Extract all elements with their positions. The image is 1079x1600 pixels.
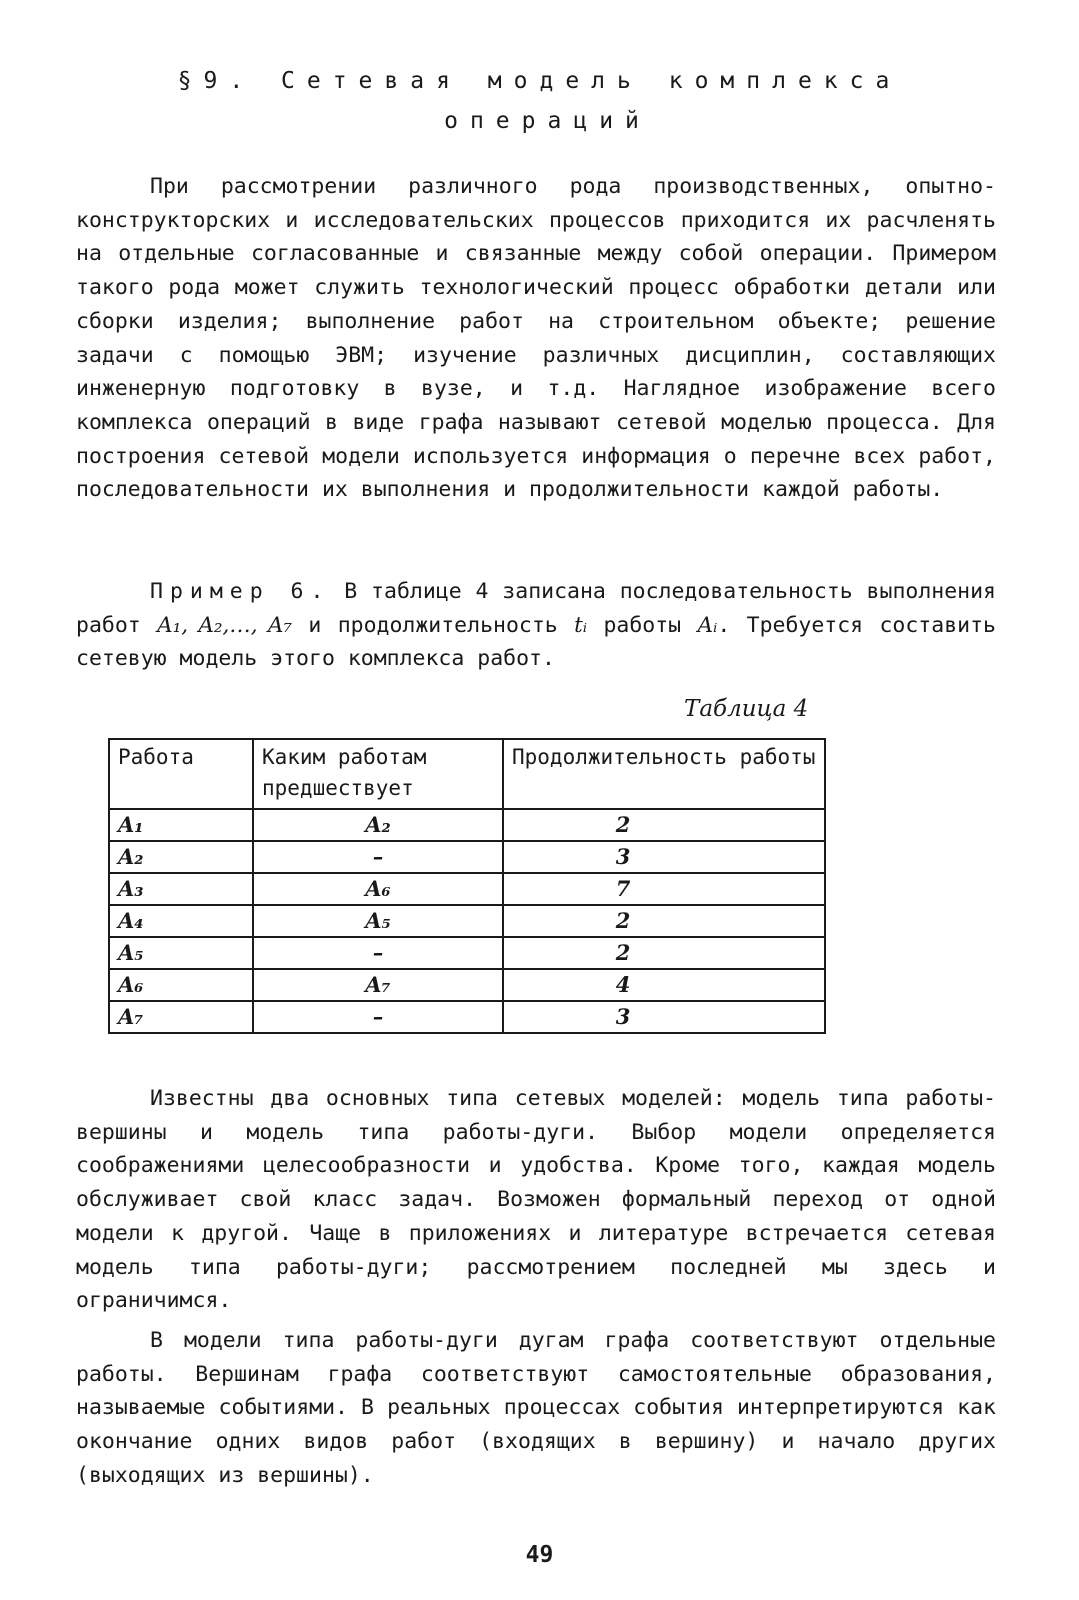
work-symbol: Aᵢ bbox=[697, 612, 718, 638]
cell-work: A₄ bbox=[109, 905, 253, 937]
cell-duration: 3 bbox=[503, 841, 825, 873]
table-caption: Таблица 4 bbox=[684, 696, 809, 722]
cell-work: A₆ bbox=[109, 969, 253, 1001]
cell-work: A₂ bbox=[109, 841, 253, 873]
section-heading-line2: операций bbox=[444, 108, 651, 134]
example-text-3: работы bbox=[603, 612, 682, 638]
cell-precedes: – bbox=[253, 1001, 503, 1033]
cell-precedes: – bbox=[253, 937, 503, 969]
cell-duration: 2 bbox=[503, 905, 825, 937]
cell-duration: 2 bbox=[503, 937, 825, 969]
table-row bbox=[109, 937, 825, 969]
example-text-4: . Требуется составить сетевую модель этого комплекса работ. bbox=[76, 612, 996, 672]
example-label: Пример 6. bbox=[150, 579, 331, 604]
cell-precedes: A₇ bbox=[253, 969, 503, 1001]
table-header-row bbox=[109, 739, 825, 809]
cell-work: A₅ bbox=[109, 937, 253, 969]
cell-duration: 7 bbox=[503, 873, 825, 905]
header-precedes: Каким работам предшествует bbox=[253, 739, 503, 809]
header-duration: Продолжительность работы bbox=[503, 739, 825, 809]
paragraph-example bbox=[76, 575, 996, 676]
cell-precedes: A₂ bbox=[253, 809, 503, 841]
cell-duration: 3 bbox=[503, 1001, 825, 1033]
section-heading-line1: §9. Сетевая модель комплекса bbox=[177, 68, 902, 94]
table-row bbox=[109, 841, 825, 873]
cell-work: A₁ bbox=[109, 809, 253, 841]
cell-precedes: A₅ bbox=[253, 905, 503, 937]
header-work: Работа bbox=[109, 739, 253, 809]
table-row bbox=[109, 969, 825, 1001]
cell-work: A₇ bbox=[109, 1001, 253, 1033]
paragraph-model-types: Известны два основных типа сетевых моделей: модель типа работы-вершины и модель типа работы-дуги. Выбор модели определяется соображениями целесообразности и удобства. Кроме того, каждая модель обслуживает свой класс задач. Возможен формальный переход от одной модели к другой. Чаще в приложениях и литературе встречается сетевая модель типа работы-дуги; рассмотрением последней мы здесь и ограничимся. bbox=[76, 1086, 996, 1314]
table-row bbox=[109, 1001, 825, 1033]
example-text-2: и продолжительность bbox=[308, 612, 558, 638]
paragraph-arc-model: В модели типа работы-дуги дугам графа соответствуют отдельные работы. Вершинам графа соответствуют самостоятельные образования, называемые событиями. В реальных процессах события интерпретируются как окончание одних видов работ (входящих в вершину) и начало других (выходящих из вершины). bbox=[76, 1328, 996, 1488]
cell-work: A₃ bbox=[109, 873, 253, 905]
cell-precedes: A₆ bbox=[253, 873, 503, 905]
cell-duration: 4 bbox=[503, 969, 825, 1001]
table-row bbox=[109, 905, 825, 937]
works-table bbox=[108, 738, 826, 1034]
works-list: A₁, A₂,…, A₇ bbox=[157, 612, 293, 638]
page-number: 49 bbox=[525, 1542, 554, 1568]
cell-precedes: – bbox=[253, 841, 503, 873]
paragraph-intro: При рассмотрении различного рода производственных, опытно-конструкторских и исследовательских процессов приходится их расчленять на отдельные согласованные и связанные между собой операции. Примером такого рода может служить технологический процесс обработки детали или сборки изделия; выполнение работ на строительном объекте; решение задачи с помощью ЭВМ; изучение различных дисциплин, составляющих инженерную подготовку в вузе, и т.д. Наглядное изображение всего комплекса операций в виде графа называют сетевой моделью процесса. Для построения сетевой модели используется информация о перечне всех работ, последовательности их выполнения и продолжительности каждой работы. bbox=[76, 174, 996, 503]
duration-symbol: tᵢ bbox=[574, 612, 588, 638]
table-row bbox=[109, 873, 825, 905]
cell-duration: 2 bbox=[503, 809, 825, 841]
table-row bbox=[109, 809, 825, 841]
example-text-1: В таблице 4 записана последовательность выполнения работ bbox=[76, 579, 996, 638]
